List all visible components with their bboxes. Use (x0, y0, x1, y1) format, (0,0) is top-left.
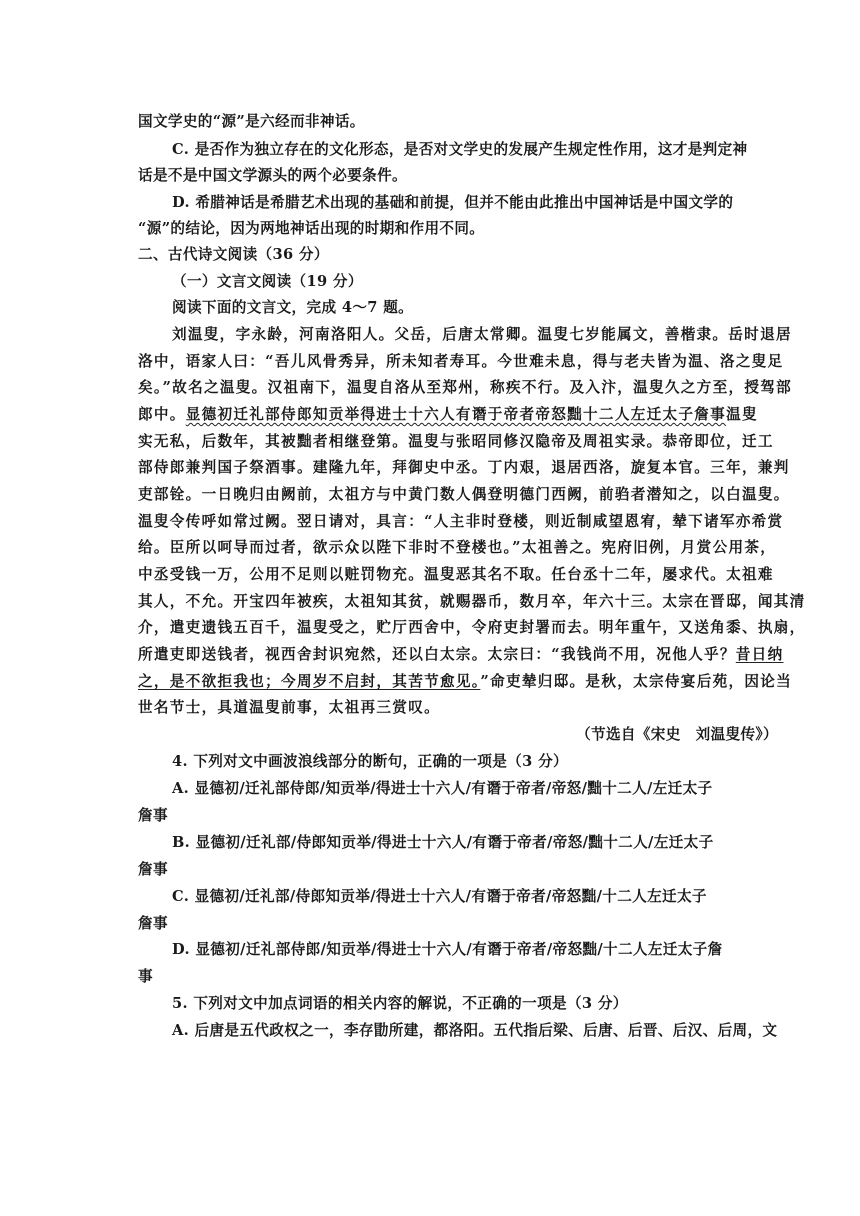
text-line: （节选自《宋史 刘温叟传》） (576, 726, 778, 743)
text-line: C. 显德初/迁礼部/侍郎知贡举/得进士十六人/有谮于帝者/帝怒黜/十二人左迁太子 (172, 888, 707, 905)
text-segment: 所遣吏即送钱者，视西舍封识宛然，还以白太宗。太宗曰：“我钱尚不用，况他人乎？ (138, 646, 736, 663)
straight-text: 之，是不欲拒我也；今周岁不启封，其苦节愈见。 (138, 673, 481, 690)
text-line (138, 645, 784, 665)
text-line: 事 (138, 968, 153, 985)
text-line: C. 是否作为独立存在的文化形态，是否对文学史的发展产生规定性作用，这才是判定神 (172, 141, 748, 158)
text-line: 其人，不允。开宝四年被疾，太祖知其贫，就赐器币，数月卒，年六十三。太宗在晋邸，闻其清 (138, 593, 806, 610)
text-segment: 温叟 (726, 406, 758, 423)
text-line: 詹事 (138, 915, 168, 932)
text-line: 4. 下列对文中画波浪线部分的断句，正确的一项是（3 分） (172, 753, 568, 770)
text-line: 詹事 (138, 807, 168, 824)
text-line: 洛中，语家人曰：“吾儿风骨秀异，所未知者寿耳。今世难未息，得与老夫皆为温、洛之叟足 (138, 353, 784, 370)
straight-text: 昔日纳 (735, 646, 784, 663)
text-line: D. 显德初/迁礼部侍郎/知贡举/得进士十六人/有谮于帝者/帝怒黜/十二人左迁太子詹 (172, 941, 723, 958)
text-line: B. 显德初/迁礼部/侍郎知贡举/得进士十六人/有谮于帝者/帝怒/黜十二人/左迁太子 (172, 834, 714, 851)
text-line: 中丞受钱一万，公用不足则以赃罚物充。温叟恶其名不取。任台丞十二年，屡求代。太祖难 (138, 566, 774, 583)
text-line: 国文学史的“源”是六经而非神话。 (138, 113, 365, 130)
text-line: 詹事 (138, 861, 168, 878)
text-line: 吏部铨。一日晚归由阙前，太祖方与中黄门数人偶登明德门西阙，前驺者潜知之，以白温叟。 (138, 486, 790, 503)
text-line (138, 405, 778, 425)
wavy-text: 显德初迁礼部侍郎知贡举得进士十六人有谮于帝者帝怒黜十二人左迁太子詹事 (185, 406, 727, 423)
text-line: A. 显德初/迁礼部侍郎/知贡举/得进士十六人/有谮于帝者/帝怒/黜十二人/左迁太子 (172, 780, 713, 797)
text-line: 二、古代诗文阅读（36 分） (138, 246, 329, 263)
text-segment: ”命吏辇归邸。是秋，太宗侍宴后苑，因论当 (480, 673, 793, 690)
text-line: 部侍郎兼判国子祭酒事。建隆九年，拜御史中丞。丁内艰，退居西洛，旋复本官。三年，兼判 (138, 459, 790, 476)
text-line: 实无私，后数年，其被黜者相继登第。温叟与张昭同修汉隐帝及周祖实录。恭帝即位，迁工 (138, 433, 774, 450)
text-line: 话是不是中国文学源头的两个必要条件。 (138, 167, 407, 184)
text-line: 刘温叟，字永龄，河南洛阳人。父岳，后唐太常卿。温叟七岁能属文，善楷隶。岳时退居 (172, 326, 792, 343)
text-line: 世名节士，具道温叟前事，太祖再三赏叹。 (138, 699, 440, 716)
text-line: 阅读下面的文言文，完成 4～7 题。 (172, 299, 414, 316)
text-line: 给。臣所以呵导而过者，欲示众以陛下非时不登楼也。”太祖善之。宪府旧例，月赏公用茶， (138, 539, 777, 556)
text-segment: 郎中。 (138, 406, 186, 423)
text-line: A. 后唐是五代政权之一，李存勖所建，都洛阳。五代指后梁、后唐、后晋、后汉、后周，文 (172, 1022, 778, 1039)
text-line: （一）文言文阅读（19 分） (172, 273, 363, 290)
text-line: D. 希腊神话是希腊艺术出现的基础和前提，但并不能由此推出中国神话是中国文学的 (172, 194, 734, 211)
text-line (138, 672, 793, 692)
text-line: 5. 下列对文中加点词语的相关内容的解说，不正确的一项是（3 分） (172, 995, 628, 1012)
text-line: “源”的结论，因为两地神话出现的时期和作用不同。 (138, 220, 485, 237)
text-line: 介，遣吏遗钱五百千，温叟受之，贮厅西舍中，令府吏封署而去。明年重午，又送角黍、执扇， (138, 619, 806, 636)
text-line: 矣。”故名之温叟。汉祖南下，温叟自洛从至郑州，称疾不行。及入汴，温叟久之方至，授驾部 (138, 379, 793, 396)
text-line: 温叟令传呼如常过阙。翌日请对，具言：“人主非时登楼，则近制咸望恩宥，辇下诸军亦希赏 (138, 513, 784, 530)
